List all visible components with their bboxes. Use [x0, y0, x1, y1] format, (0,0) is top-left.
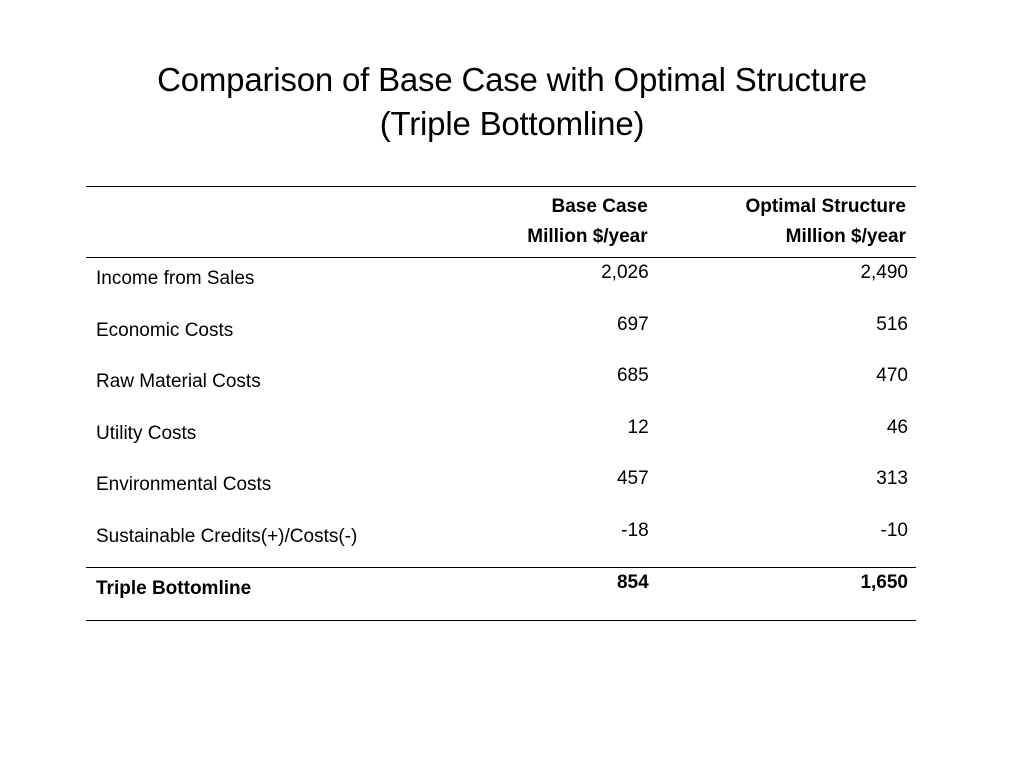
row-label: Economic Costs: [96, 319, 234, 341]
header-optimal-structure: [651, 187, 916, 258]
header-optimal-title: Optimal Structure: [745, 196, 906, 217]
base-case-value: 697: [616, 313, 649, 335]
row-label: Income from Sales: [96, 268, 255, 289]
total-optimal-value: 1,650: [860, 572, 908, 593]
row-label: Sustainable Credits(+)/Costs(-): [96, 525, 358, 547]
optimal-value: 2,490: [860, 262, 908, 283]
table-header: [86, 187, 916, 258]
table-row: [86, 413, 916, 465]
row-label: Utility Costs: [96, 422, 197, 444]
table-row: [86, 310, 916, 362]
header-base-case-title: Base Case: [551, 196, 648, 217]
header-base-case-unit: Million $/year: [527, 226, 648, 247]
table-body: [86, 258, 916, 621]
table-row: [86, 516, 916, 568]
header-label-cell: [86, 187, 451, 258]
total-row: [86, 568, 916, 621]
row-label: Environmental Costs: [96, 474, 272, 495]
comparison-table: [86, 186, 916, 621]
optimal-value: 46: [886, 416, 908, 438]
optimal-value: 516: [876, 313, 908, 335]
base-case-value: 2,026: [601, 262, 649, 283]
optimal-value: 470: [876, 365, 908, 386]
base-case-value: 457: [616, 468, 649, 489]
optimal-value: 313: [876, 468, 908, 489]
slide-title-line-1: Comparison of Base Case with Optimal Structure: [157, 61, 867, 98]
table-row: [86, 464, 916, 516]
slide-title: [60, 58, 964, 146]
total-label: Triple Bottomline: [96, 578, 252, 599]
total-base-case-value: 854: [616, 572, 649, 593]
base-case-value: 685: [616, 365, 649, 386]
table-row: [86, 361, 916, 413]
base-case-value: -18: [621, 519, 649, 541]
header-base-case: [451, 187, 650, 258]
slide-title-line-2: (Triple Bottomline): [379, 105, 645, 142]
row-label: Raw Material Costs: [96, 371, 261, 392]
header-row: [86, 187, 916, 258]
table-row: [86, 258, 916, 310]
header-optimal-unit: Million $/year: [785, 226, 906, 247]
base-case-value: 12: [627, 416, 649, 438]
optimal-value: -10: [880, 519, 908, 541]
